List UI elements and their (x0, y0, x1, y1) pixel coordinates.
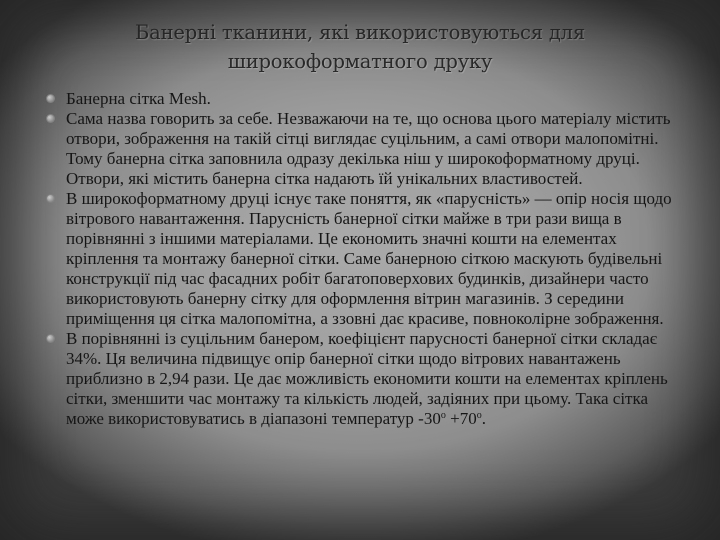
degree-superscript: о (440, 410, 446, 421)
bullet-icon (44, 112, 56, 124)
bullet-icon (44, 332, 56, 344)
bullet-list (44, 89, 684, 429)
bullet-text: Банерна сітка Mesh. (66, 89, 211, 108)
bullet-item (44, 189, 684, 329)
bullet-text: Сама назва говорить за себе. Незважаючи на те, що основа цього матеріалу містить отвори, зображення на такій сітці виглядає суцільним, а самі отвори малопомітні. Тому банерна сітка заповнила одразу декілька ніш у широкоформатному друці. Отвори, які містить банерна сітка надають їй унікальних властивостей. (66, 109, 671, 188)
bullet-text: В широкоформатному друці існує таке поняття, як «парусність» — опір носія щодо вітрового навантаження. Парусність банерної сітки майже в три рази вища в порівнянні з іншими матеріалами. Це економить значні кошти на елементах кріплення та монтажу банерної сітки. Саме банерною сіткою маскують будівельні конструкції під час фасадних робіт багатоповерхових будинків, дизайнери часто використовують банерну сітку для оформлення вітрин магазинів. З середини приміщення ця сітка малопомітна, а ззовні дає красиве, повноколірне зображення. (66, 189, 672, 328)
slide-title (80, 18, 640, 76)
slide-title-line-2: широкоформатного друку (227, 50, 493, 73)
bullet-icon (44, 192, 56, 204)
bullet-item (44, 89, 684, 109)
bullet-text-part: +70 (445, 409, 477, 428)
bullet-text-part: В порівнянні із суцільним банером, коефіцієнт парусності банерної сітки складає 34%. Ця величина підвищує опір банерної сітки щодо вітрових навантажень приблизно в 2,94 рази. Це дає можливість економити кошти на елементах кріплень сітки, зменшити час монтажу та кількість людей, задіяних при цьому. Така сітка може використовуватись в діапазоні температур -30 (66, 329, 668, 428)
bullet-icon (44, 92, 56, 104)
bullet-text-part: . (481, 409, 486, 428)
bullet-item (44, 329, 684, 429)
degree-superscript: о (476, 410, 482, 421)
slide-title-line-1: Банерні тканини, які використовуються для (135, 21, 585, 44)
bullet-item (44, 109, 684, 189)
bullet-text (66, 329, 684, 429)
